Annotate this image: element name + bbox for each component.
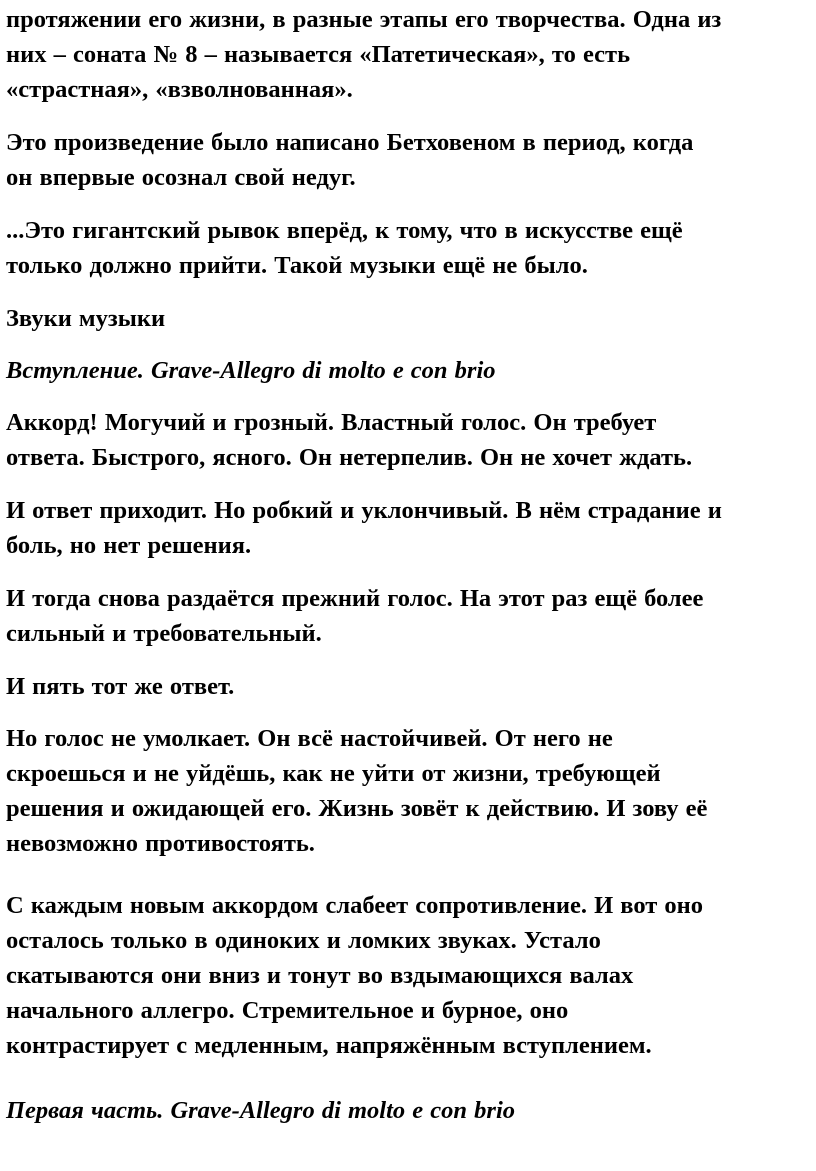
text-line: скроешься и не уйдёшь, как не уйти от жизни, требующей (6, 760, 661, 787)
paragraph (6, 888, 703, 1063)
text-line: «страстная», «взволнованная». (6, 76, 353, 103)
text-line: Первая часть. Grave-Allegro di molto e con brio (6, 1097, 516, 1124)
paragraph (6, 721, 707, 861)
paragraph (6, 581, 703, 651)
paragraph (6, 405, 692, 475)
paragraph (6, 301, 165, 336)
text-line: скатываются они вниз и тонут во вздымающихся валах (6, 962, 634, 989)
text-line: Звуки музыки (6, 305, 166, 332)
text-line: только должно прийти. Такой музыки ещё не было. (6, 252, 588, 279)
paragraph (6, 2, 721, 107)
paragraph (6, 669, 234, 704)
text-line: них – соната № 8 – называется «Патетическая», то есть (6, 41, 631, 68)
text-line: Это произведение было написано Бетховеном в период, когда (6, 129, 694, 156)
text-line: ...Это гигантский рывок вперёд, к тому, что в искусстве ещё (6, 217, 683, 244)
text-line: Вступление. Grave-Allegro di molto e con brio (6, 357, 496, 384)
text-line: И тогда снова раздаётся прежний голос. На этот раз ещё более (6, 585, 704, 612)
text-line: И пять тот же ответ. (6, 673, 235, 700)
section-heading (6, 1093, 515, 1128)
text-line: решения и ожидающей его. Жизнь зовёт к действию. И зову её (6, 795, 708, 822)
text-line: боль, но нет решения. (6, 532, 252, 559)
text-line: Но голос не умолкает. Он всё настойчивей. От него не (6, 725, 613, 752)
text-line: осталось только в одиноких и ломких звуках. Устало (6, 927, 601, 954)
text-line: контрастирует с медленным, напряжённым вступлением. (6, 1032, 652, 1059)
text-line: С каждым новым аккордом слабеет сопротивление. И вот оно (6, 892, 704, 919)
text-line: невозможно противостоять. (6, 830, 315, 857)
text-line: начального аллегро. Стремительное и бурное, оно (6, 997, 569, 1024)
text-line: И ответ приходит. Но робкий и уклончивый. В нём страдание и (6, 497, 722, 524)
text-line: протяжении его жизни, в разные этапы его творчества. Одна из (6, 6, 722, 33)
paragraph (6, 213, 683, 283)
paragraph (6, 125, 693, 195)
text-line: Аккорд! Могучий и грозный. Властный голос. Он требует (6, 409, 657, 436)
section-heading (6, 353, 496, 388)
text-line: сильный и требовательный. (6, 620, 322, 647)
text-line: ответа. Быстрого, ясного. Он нетерпелив. Он не хочет ждать. (6, 444, 693, 471)
paragraph (6, 493, 722, 563)
text-line: он впервые осознал свой недуг. (6, 164, 356, 191)
